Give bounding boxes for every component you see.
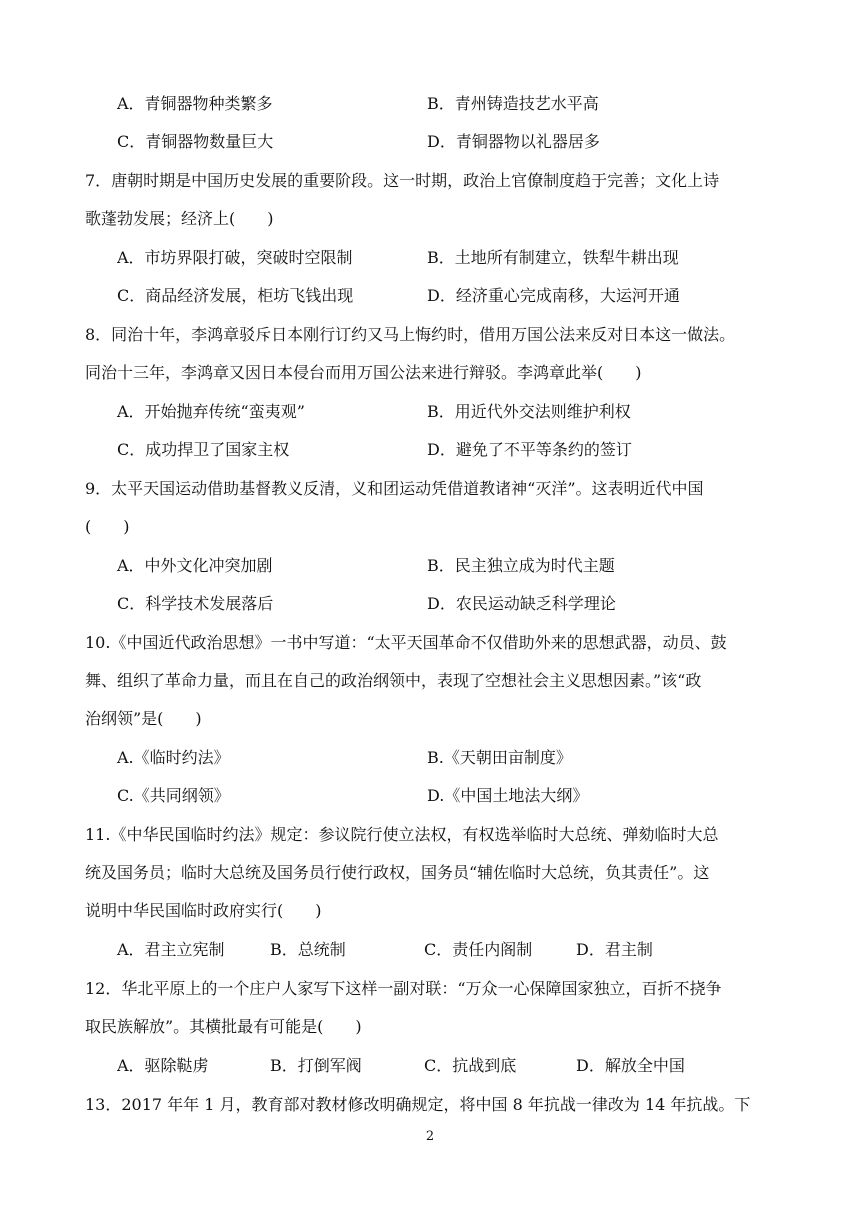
q10-option-d: D.《中国土地法大纲》 [427, 786, 589, 805]
q11-option-c: C．责任内阁制 [424, 940, 533, 959]
q9-option-b: B．民主独立成为时代主题 [427, 556, 615, 575]
q8-option-b: B．用近代外交法则维护利权 [427, 402, 631, 421]
q12-option-b: B．打倒军阀 [270, 1056, 362, 1075]
q10-stem-line-3: 治纲领”是( ) [85, 709, 202, 728]
q9-option-d: D．农民运动缺乏科学理论 [427, 594, 616, 613]
q9-option-a: A．中外文化冲突加剧 [117, 556, 273, 575]
q8-option-a: A．开始抛弃传统“蛮夷观” [117, 402, 305, 421]
q7-option-b: B．土地所有制建立，铁犁牛耕出现 [427, 248, 679, 267]
q10-option-a: A.《临时约法》 [117, 748, 230, 767]
q6-option-a: A．青铜器物种类繁多 [117, 94, 273, 113]
q12-stem-line-2: 取民族解放”。其横批最有可能是( ) [85, 1017, 362, 1036]
q9-option-c: C．科学技术发展落后 [117, 594, 274, 613]
q6-option-d: D．青铜器物以礼器居多 [427, 132, 600, 151]
q13-stem-line-1: 13．2017 年年 1 月，教育部对教材修改明确规定，将中国 8 年抗战一律改为 14 年抗战。下 [85, 1095, 751, 1114]
q10-option-c: C.《共同纲领》 [117, 786, 230, 805]
q7-option-a: A．市坊界限打破，突破时空限制 [117, 248, 353, 267]
q11-stem-line-1: 11.《中华民国临时约法》规定：参议院行使立法权，有权选举临时大总统、弹劾临时大总 [85, 825, 719, 844]
q8-option-c: C．成功捍卫了国家主权 [117, 440, 290, 459]
q7-stem-line-1: 7．唐朝时期是中国历史发展的重要阶段。这一时期，政治上官僚制度趋于完善；文化上诗 [85, 171, 720, 190]
q9-stem-line-1: 9．太平天国运动借助基督教义反清，义和团运动凭借道教诸神“灭洋”。这表明近代中国 [85, 479, 704, 498]
q12-option-d: D．解放全中国 [576, 1056, 685, 1075]
q11-stem-line-3: 说明中华民国临时政府实行( ) [85, 901, 322, 920]
q11-stem-line-2: 统及国务员；临时大总统及国务员行使行政权，国务员“辅佐临时大总统，负其责任”。这 [85, 863, 710, 882]
q11-option-d: D．君主制 [576, 940, 653, 959]
q10-stem-line-2: 舞、组织了革命力量，而且在自己的政治纲领中，表现了空想社会主义思想因素。”该“政 [85, 671, 702, 690]
q10-stem-line-1: 10.《中国近代政治思想》一书中写道：“太平天国革命不仅借助外来的思想武器，动员、鼓 [85, 633, 727, 652]
q8-stem-line-2: 同治十三年，李鸿章又因日本侵台而用万国公法来进行辩驳。李鸿章此举( ) [85, 363, 642, 382]
q12-option-a: A．驱除鞑虏 [117, 1056, 209, 1075]
q11-option-b: B．总统制 [270, 940, 346, 959]
q7-option-c: C．商品经济发展，柜坊飞钱出现 [117, 286, 354, 305]
q9-stem-line-2: ( ) [85, 517, 130, 536]
q8-stem-line-1: 8．同治十年，李鸿章驳斥日本刚行订约又马上悔约时，借用万国公法来反对日本这一做法。 [85, 325, 736, 344]
q11-option-a: A．君主立宪制 [117, 940, 225, 959]
page-number: 2 [425, 1129, 435, 1144]
q10-option-b: B.《天朝田亩制度》 [427, 748, 572, 767]
q6-option-c: C．青铜器物数量巨大 [117, 132, 274, 151]
q6-option-b: B．青州铸造技艺水平高 [427, 94, 599, 113]
q12-stem-line-1: 12．华北平原上的一个庄户人家写下这样一副对联：“万众一心保障国家独立，百折不挠争 [85, 979, 722, 998]
q7-stem-line-2: 歌蓬勃发展；经济上( ) [85, 209, 274, 228]
q12-option-c: C．抗战到底 [424, 1056, 517, 1075]
q8-option-d: D．避免了不平等条约的签订 [427, 440, 632, 459]
q7-option-d: D．经济重心完成南移，大运河开通 [427, 286, 680, 305]
